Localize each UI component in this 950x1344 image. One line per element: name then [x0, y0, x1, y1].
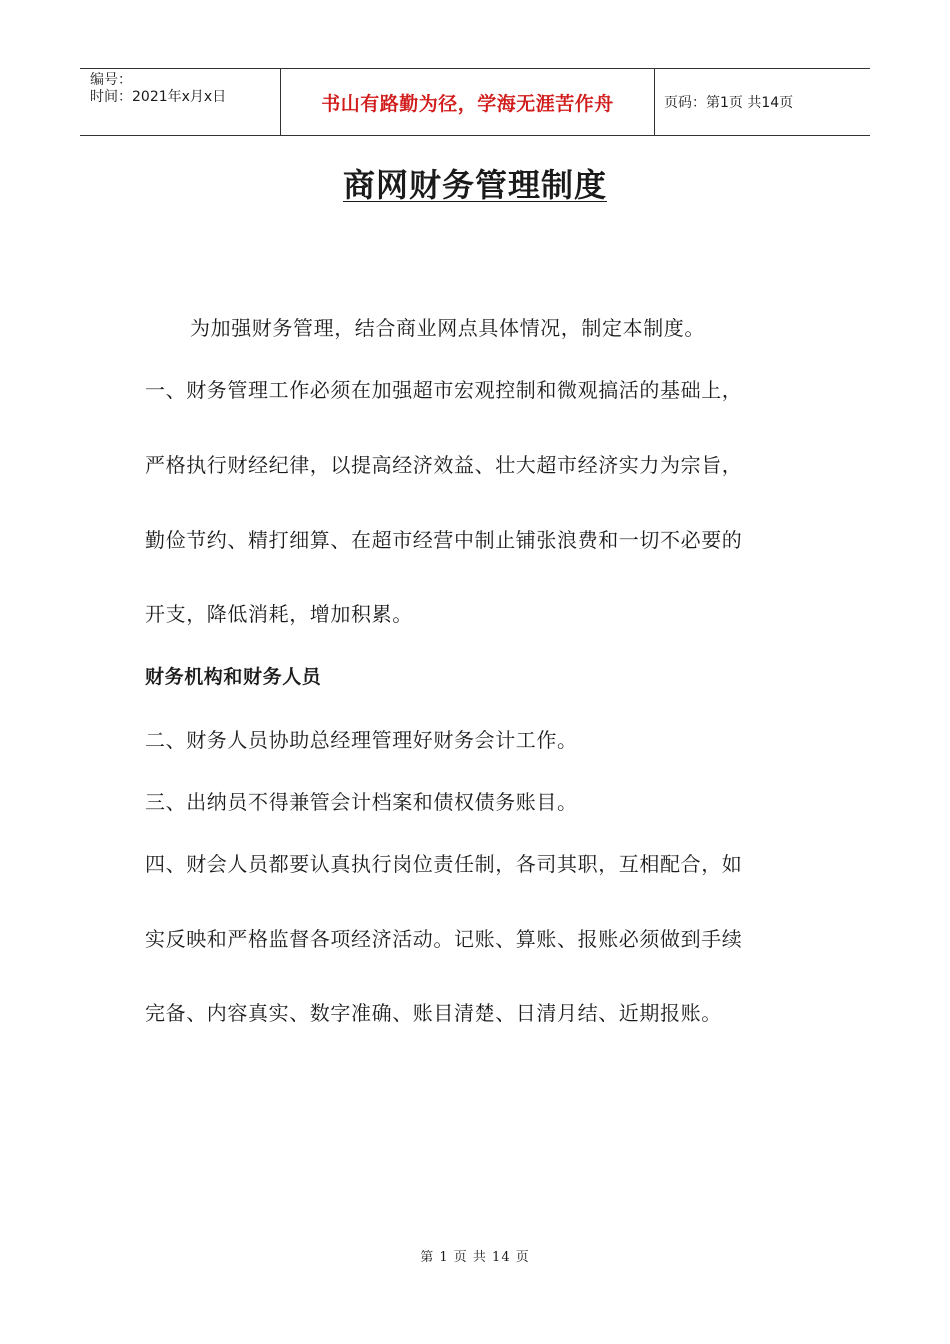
paragraph-line: 实反映和严格监督各项经济活动。记账、算账、报账必须做到手续	[145, 927, 743, 951]
section-heading: 财务机构和财务人员	[145, 666, 322, 688]
paragraph-line: 一、财务管理工作必须在加强超市宏观控制和微观搞活的基础上，	[145, 378, 743, 402]
paragraph-line: 勤俭节约、精打细算、在超市经营中制止铺张浪费和一切不必要的	[145, 528, 743, 552]
header-page-info: 页码：第1页 共14页	[664, 95, 794, 111]
paragraph-line: 开支，降低消耗，增加积累。	[145, 602, 413, 626]
document-title-wrap	[0, 160, 950, 206]
paragraph-line: 三、出纳员不得兼管会计档案和债权债务账目。	[145, 790, 578, 814]
page-footer: 第 1 页 共 14 页	[420, 1250, 530, 1265]
header-time-label: 时间：2021年x月x日	[90, 89, 227, 105]
paragraph-intro: 为加强财务管理，结合商业网点具体情况，制定本制度。	[190, 316, 705, 340]
paragraph-line: 二、财务人员协助总经理管理好财务会计工作。	[145, 728, 578, 752]
document-title: 商网财务管理制度	[342, 166, 607, 204]
paragraph-line: 严格执行财经纪律，以提高经济效益、壮大超市经济实力为宗旨，	[145, 453, 743, 477]
header-meta-cell	[80, 69, 281, 135]
header-number-label: 编号：	[90, 72, 132, 88]
paragraph-line: 完备、内容真实、数字准确、账目清楚、日清月结、近期报账。	[145, 1001, 722, 1025]
header-motto: 书山有路勤为径，学海无涯苦作舟	[281, 69, 655, 135]
paragraph-line: 四、财会人员都要认真执行岗位责任制，各司其职，互相配合，如	[145, 852, 743, 876]
document-header	[80, 68, 870, 136]
